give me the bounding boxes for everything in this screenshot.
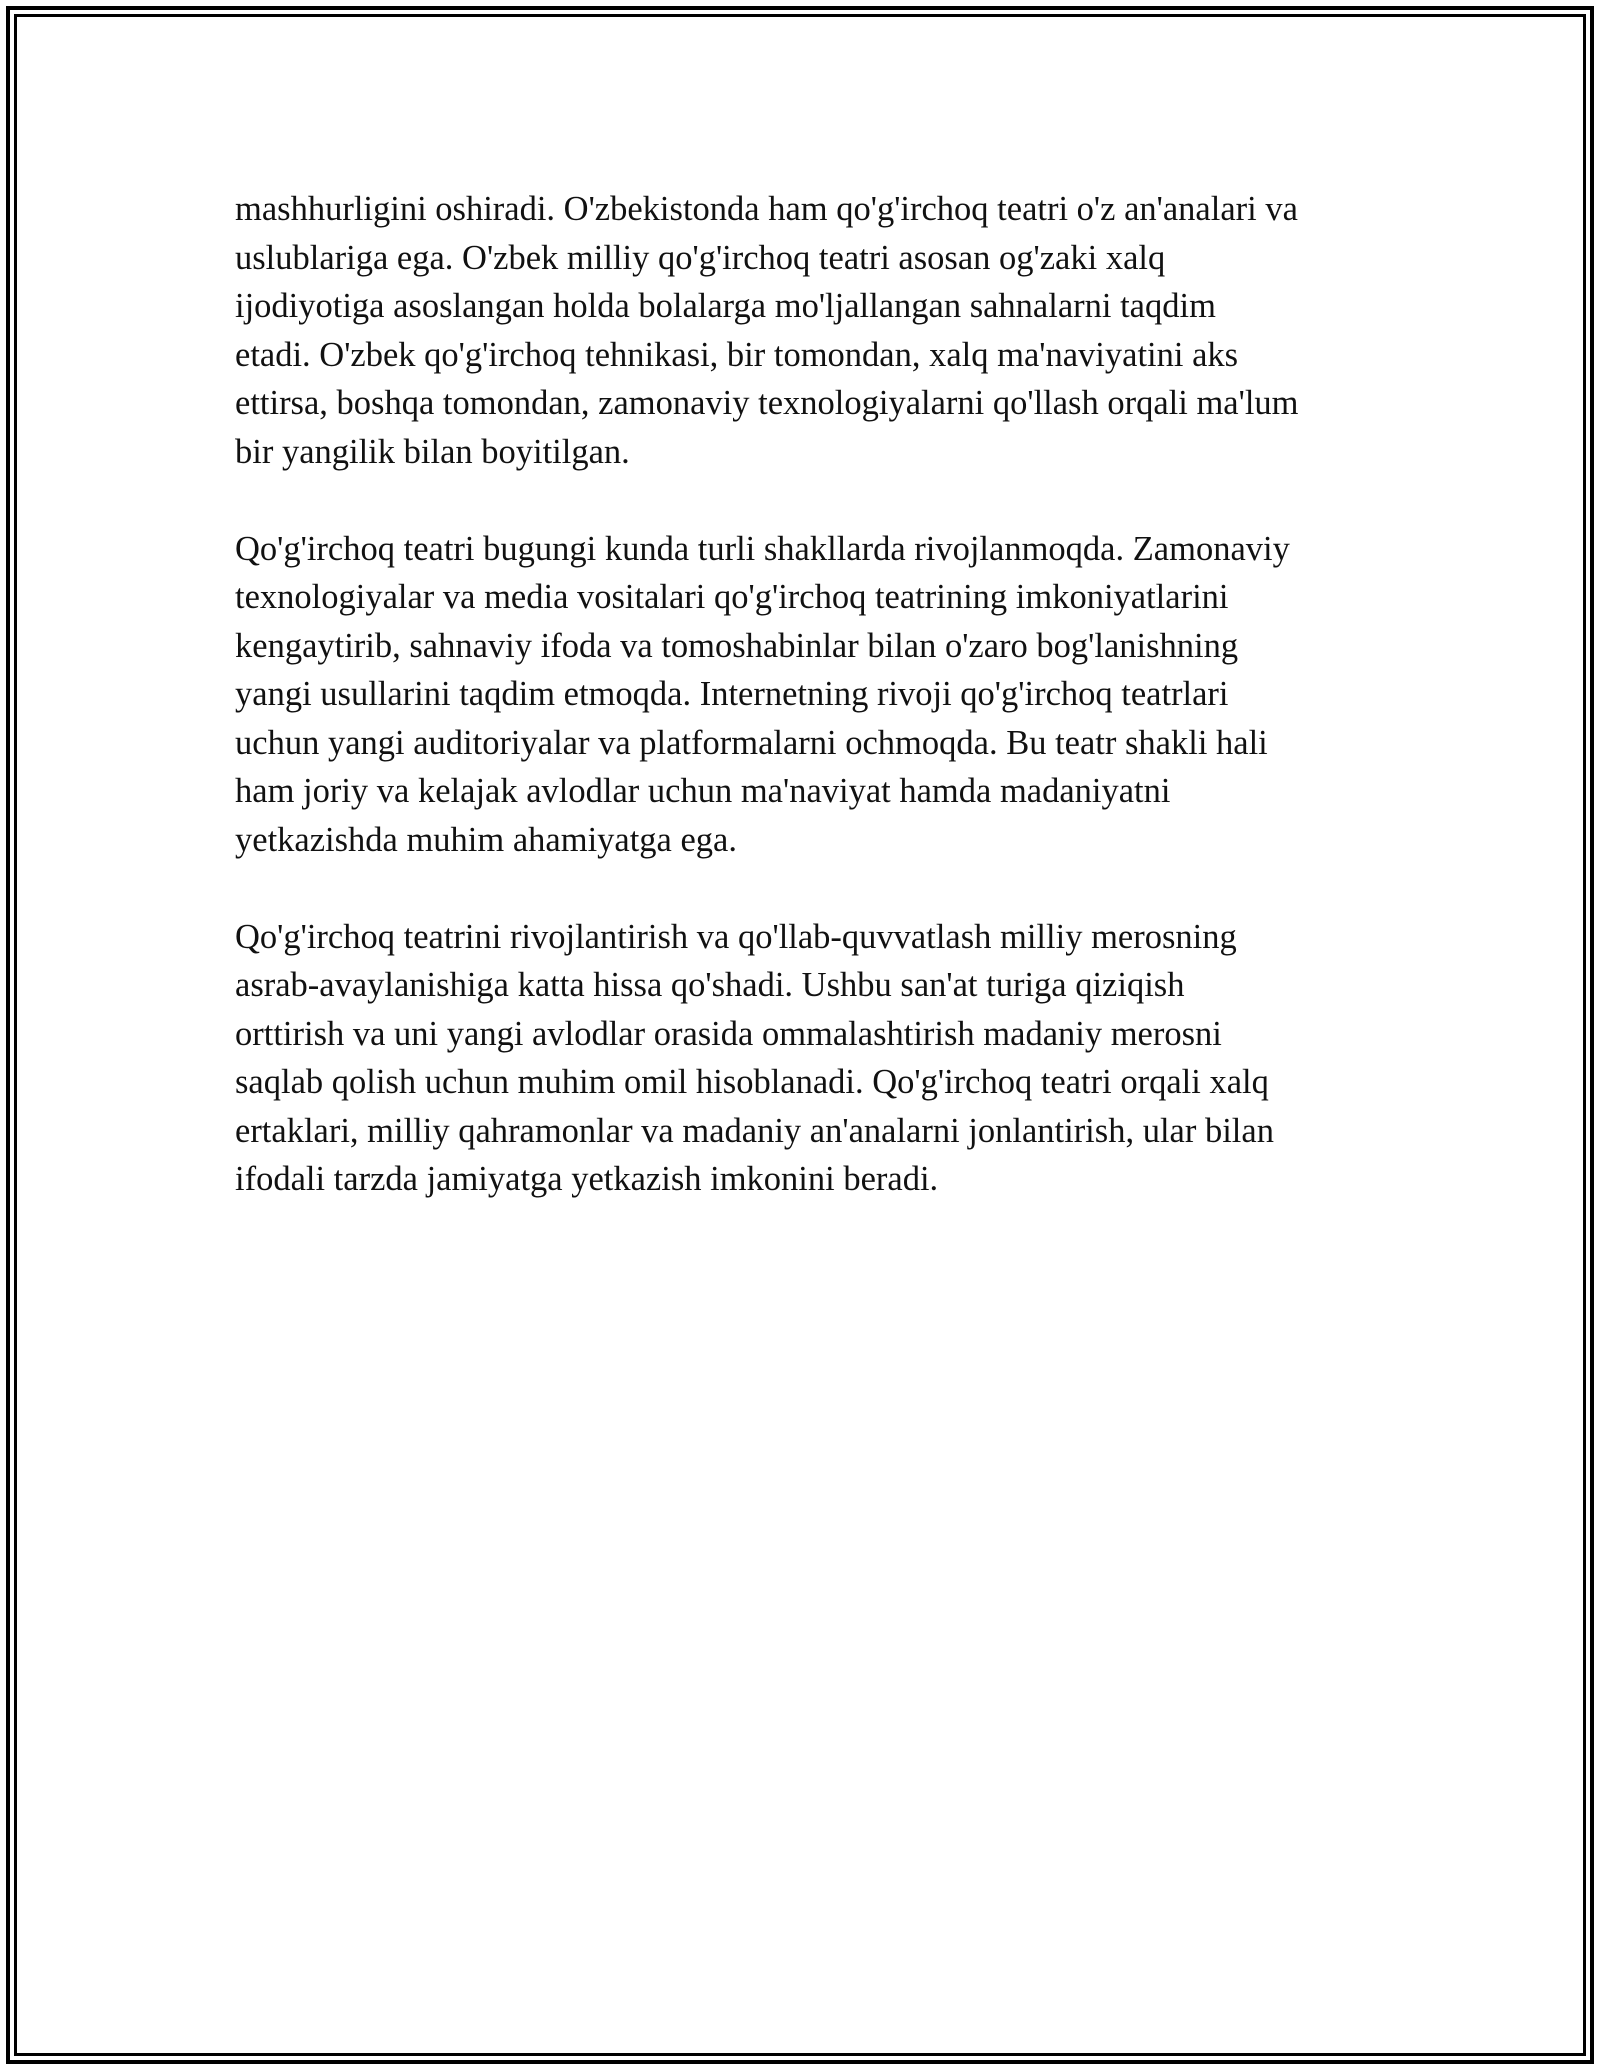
paragraph-2: Qo'g'irchoq teatri bugungi kunda turli shakllarda rivojlanmoqda. Zamonaviy texnologiyalar va media vositalari qo'g'irchoq teatrining imkoniyatlarini kengaytirib, sahnaviy ifoda va tomoshabinlar bilan o'zaro bog'lanishning yangi usullarini taqdim etmoqda. Internetning rivoji qo'g'irchoq teatrlari uchun yangi auditoriyalar va platformalarni ochmoqda. Bu teatr shakli hali ham joriy va kelajak avlodlar uchun ma'naviyat hamda madaniyatni yetkazishda muhim ahamiyatga ega. <box>235 529 1290 859</box>
paragraph-3: Qo'g'irchoq teatrini rivojlantirish va qo'llab-quvvatlash milliy merosning asrab-avaylanishiga katta hissa qo'shadi. Ushbu san'at turiga qiziqish orttirish va uni yangi avlodlar orasida ommalashtirish madaniy merosni saqlab qolish uchun muhim omil hisoblanadi. Qo'g'irchoq teatri orqali xalq ertaklari, milliy qahramonlar va madaniy an'analarni jonlantirish, ular bilan ifodali tarzda jamiyatga yetkazish imkonini beradi. <box>235 917 1274 1198</box>
document-body <box>235 185 1375 1252</box>
paragraph-1: mashhurligini oshiradi. O'zbekistonda ham qo'g'irchoq teatri o'z an'analari va uslublariga ega. O'zbek milliy qo'g'irchoq teatri asosan og'zaki xalq ijodiyotiga asoslangan holda bolalarga mo'ljallangan sahnalarni taqdim etadi. O'zbek qo'g'irchoq tehnikasi, bir tomondan, xalq ma'naviyatini aks ettirsa, boshqa tomondan, zamonaviy texnologiyalarni qo'llash orqali ma'lum bir yangilik bilan boyitilgan. <box>235 190 1299 471</box>
